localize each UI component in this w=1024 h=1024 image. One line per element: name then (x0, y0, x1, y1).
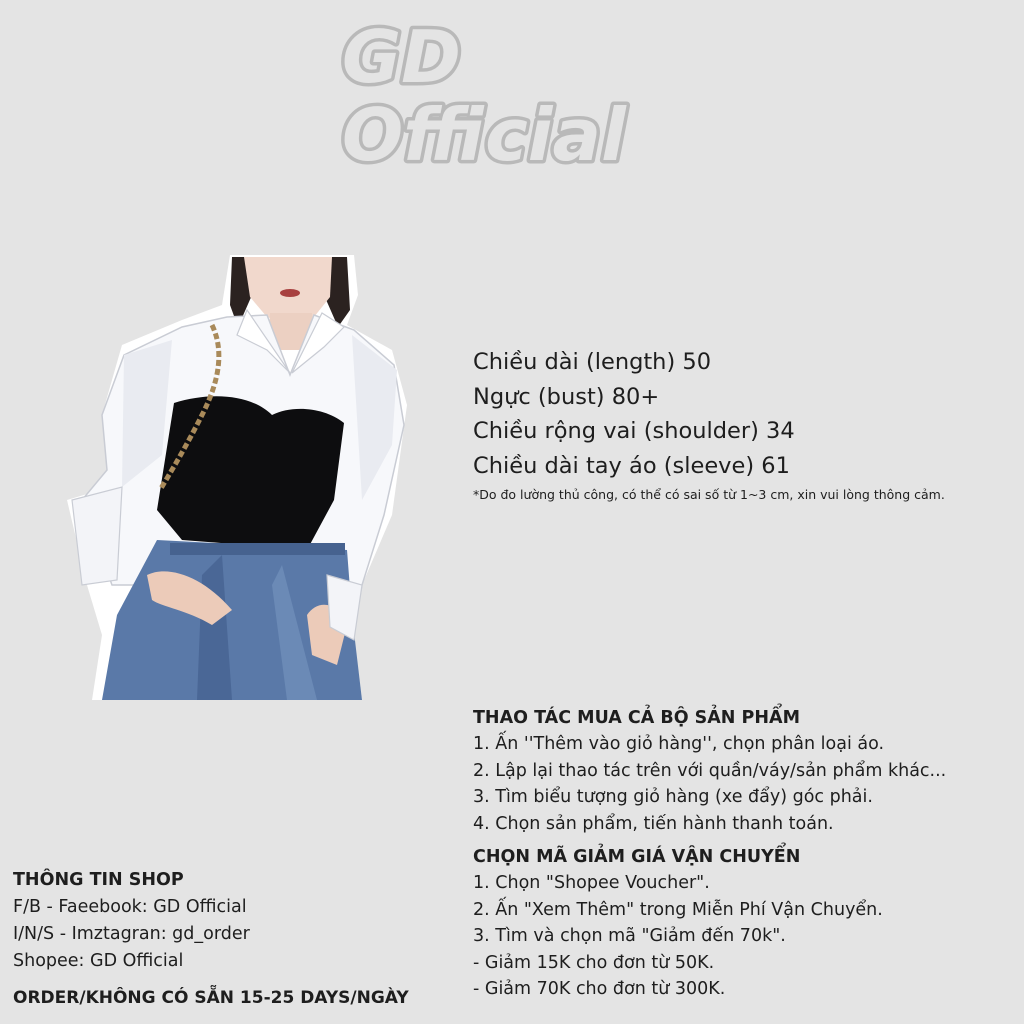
voucher-guide-step: 1. Chọn "Shopee Voucher". (473, 873, 710, 893)
shop-logo (340, 10, 680, 185)
voucher-guide-step: - Giảm 70K cho đơn từ 300K. (473, 979, 726, 999)
order-lead-time: ORDER/KHÔNG CÓ SẴN 15-25 DAYS/NGÀY (13, 988, 409, 1008)
logo-line-1: GD (342, 15, 461, 99)
size-bust: Ngực (bust) 80+ (473, 383, 660, 410)
buy-guide-step: 2. Lập lại thao tác trên với quần/váy/sản phẩm khác... (473, 760, 947, 781)
buy-guide-step: 1. Ấn ''Thêm vào giỏ hàng'', chọn phân loại áo. (473, 734, 885, 754)
shop-facebook: F/B - Faeebook: GD Official (13, 897, 247, 917)
size-shoulder: Chiều rộng vai (shoulder) 34 (473, 418, 795, 444)
size-disclaimer: *Do đo lường thủ công, có thể có sai số từ 1~3 cm, xin vui lòng thông cảm. (473, 487, 945, 502)
voucher-guide-step: 3. Tìm và chọn mã "Giảm đến 70k". (473, 926, 786, 946)
voucher-guide-step: 2. Ấn "Xem Thêm" trong Miễn Phí Vận Chuyển. (473, 899, 883, 920)
shop-logo-graphic (340, 10, 680, 185)
shop-info (13, 867, 409, 1011)
shop-instagram: I/N/S - Imztagran: gd_order (13, 924, 250, 944)
purchase-guide (473, 705, 946, 1003)
voucher-guide-title: CHỌN MÃ GIẢM GIÁ VẬN CHUYỂN (473, 847, 801, 867)
voucher-guide-step: - Giảm 15K cho đơn từ 50K. (473, 952, 715, 973)
logo-line-2: Official (342, 93, 626, 177)
shop-info-title: THÔNG TIN SHOP (13, 870, 184, 890)
size-sleeve: Chiều dài tay áo (sleeve) 61 (473, 452, 790, 479)
buy-guide-title: THAO TÁC MUA CẢ BỘ SẢN PHẨM (473, 708, 800, 728)
buy-guide-step: 4. Chọn sản phẩm, tiến hành thanh toán. (473, 813, 834, 834)
model-photo-illustration (62, 255, 407, 700)
size-length: Chiều dài (length) 50 (473, 349, 712, 375)
size-chart (473, 345, 945, 505)
shop-shopee: Shopee: GD Official (13, 951, 184, 971)
buy-guide-step: 3. Tìm biểu tượng giỏ hàng (xe đẩy) góc phải. (473, 787, 873, 807)
product-model-photo (62, 255, 407, 700)
